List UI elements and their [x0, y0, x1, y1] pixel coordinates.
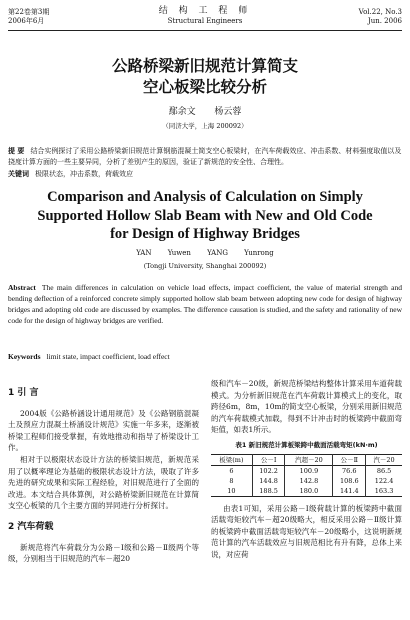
table-cell: 76.6	[333, 465, 366, 476]
title-en-line-1: Comparison and Analysis of Calculation on Simply	[47, 189, 363, 205]
body-column-right	[211, 378, 402, 561]
table-cell: 144.8	[252, 476, 285, 486]
header-right	[359, 8, 402, 26]
abstract-cn-text: 结合实例探讨了采用公路桥梁新旧规范计算钢筋混凝土简支空心板梁时，在汽车荷载效应、冲击系数、材料强度取值以及挠度计算方面的一些主要异同，分析了差别产生的原因，验证了新规范的安全性、合理性。	[8, 147, 402, 166]
table-cell: 8	[229, 476, 234, 485]
affiliation-cn: （同济大学，上海 200092）	[162, 122, 248, 130]
keywords-cn-label: 关键词	[8, 170, 29, 178]
moment-comparison-table	[211, 454, 402, 497]
authors-en: YAN Yuwen YANG Yunrong	[136, 249, 274, 257]
abstract-en-text: The main differences in calculation on vehicle load effects, impact coefficient, the value of material strength and bending deflection of a reinforced concrete simply supported hollow slab beam between adopting new code for design of highway bridges and adopting old code are discussed by examples. The difference causation is studied, and the safety and rationality of new code for the design of highway bridges are verified.	[8, 283, 402, 325]
title-cn-line-2: 空心板梁比较分析	[142, 78, 267, 96]
table-cell: 180.0	[285, 486, 333, 497]
table-cell: 141.4	[333, 486, 366, 497]
table-cell: 122.4	[366, 476, 402, 486]
table-cell: 10	[227, 486, 236, 495]
table-header-cell: 公－Ⅱ	[333, 454, 366, 465]
paper-title-cn	[0, 56, 410, 98]
abstract-cn	[8, 146, 402, 167]
keywords-en-label: Keywords	[8, 352, 41, 361]
table-cell: 102.2	[252, 465, 285, 476]
table-cell: 6	[229, 466, 234, 475]
date-en: Jun. 2006	[367, 17, 402, 25]
table-header-cell: 板梁(m)	[219, 455, 244, 464]
affiliation-en: (Tongji University, Shanghai 200092)	[143, 262, 267, 270]
keywords-cn-text: 极限状态，冲击系数，荷载效应	[35, 170, 133, 178]
title-en-line-2: Supported Hollow Slab Beam with New and Old Code	[37, 207, 373, 224]
title-cn-line-1: 公路桥梁新旧规范计算简支	[111, 57, 298, 75]
header-center	[8, 6, 402, 26]
journal-name-cn: 结 构 工 程 师	[158, 6, 252, 16]
header-rule	[8, 30, 402, 31]
table-row	[211, 486, 402, 497]
title-en-line-3: for Design of Highway Bridges	[110, 226, 300, 242]
table-header-cell: 公－Ⅰ	[252, 454, 285, 465]
table-row	[211, 476, 402, 486]
paragraph: 相对于以极限状态设计方法的桥梁旧规范，新规范采用了以概率理论为基础的极限状态设计方法，吸取了许多先进的研究成果和实际工程经验，对旧规范进行了全面的改进。本文结合具体算例，对公路桥梁新旧规范在计算简支空心板梁的几个主要方面的异同进行分析探讨。	[8, 454, 199, 511]
journal-name-en: Structural Engineers	[167, 17, 243, 25]
table-caption: 表1 新旧规范计算板梁跨中截面活载弯矩(kN·m)	[235, 440, 378, 449]
date-cn: 2006年6月	[8, 17, 45, 25]
table-cell: 188.5	[252, 486, 285, 497]
paragraph: 新规范将汽车荷载分为公路－Ⅰ级和公路－Ⅱ级两个等级，分别相当于旧规范的汽车－超20	[8, 542, 199, 564]
table-header-row	[211, 454, 402, 465]
keywords-en	[8, 352, 402, 361]
table-cell: 163.3	[366, 486, 402, 497]
keywords-cn	[8, 169, 402, 180]
paper-title-en	[0, 188, 410, 244]
section-heading-introduction: 1 引 言	[8, 388, 39, 398]
abstract-en-label: Abstract	[8, 283, 36, 292]
volume-en: Vol.22, No.3	[358, 8, 402, 16]
table-cell: 108.6	[333, 476, 366, 486]
volume-cn: 第22卷第3期	[8, 8, 50, 16]
paragraph: 2004版《公路桥涵设计通用规范》及《公路钢筋混凝土及预应力混凝土桥涵设计规范》实施一年多来，逐渐被桥梁工程师们接受掌握，有效地推动和指导了桥梁设计工作。	[8, 408, 199, 453]
table-cell: 142.8	[285, 476, 333, 486]
keywords-en-text: limit state, impact coefficient, load effect	[46, 352, 170, 361]
table-cell: 86.5	[366, 465, 402, 476]
table-cell: 100.9	[285, 465, 333, 476]
section-heading-vehicle-load: 2 汽车荷载	[8, 521, 54, 532]
table-header-cell: 汽超－20	[285, 454, 333, 465]
running-header	[8, 2, 402, 32]
abstract-cn-label: 提 要	[8, 147, 25, 155]
body-column-left	[8, 378, 199, 565]
table-header-cell: 汽－20	[366, 454, 402, 465]
authors-cn: 鄢余文 杨云蓉	[168, 107, 242, 117]
abstract-en	[8, 282, 402, 326]
table-row	[211, 465, 402, 476]
paragraph: 级和汽车－20级，新规范桥梁结构整体计算采用车道荷载模式。为分析新旧规范在汽车荷载计算模式上的变化，取跨径6m，8m，10m的简支空心板梁，分别采用新旧规范的汽车荷载模式加载，得到不计冲击时的板梁跨中截面弯矩值，如表1所示。	[211, 379, 402, 435]
paragraph: 由表1可知，采用公路－Ⅰ级荷载计算的板梁跨中截面活载弯矩较汽车－超20级略大，相反采用公路－Ⅱ级计算的板梁跨中截面活载弯矩较汽车－20级略小，这说明新规范计算的汽车活载效应与旧规范相比有升有降，总体上来说，对应荷	[211, 503, 402, 559]
